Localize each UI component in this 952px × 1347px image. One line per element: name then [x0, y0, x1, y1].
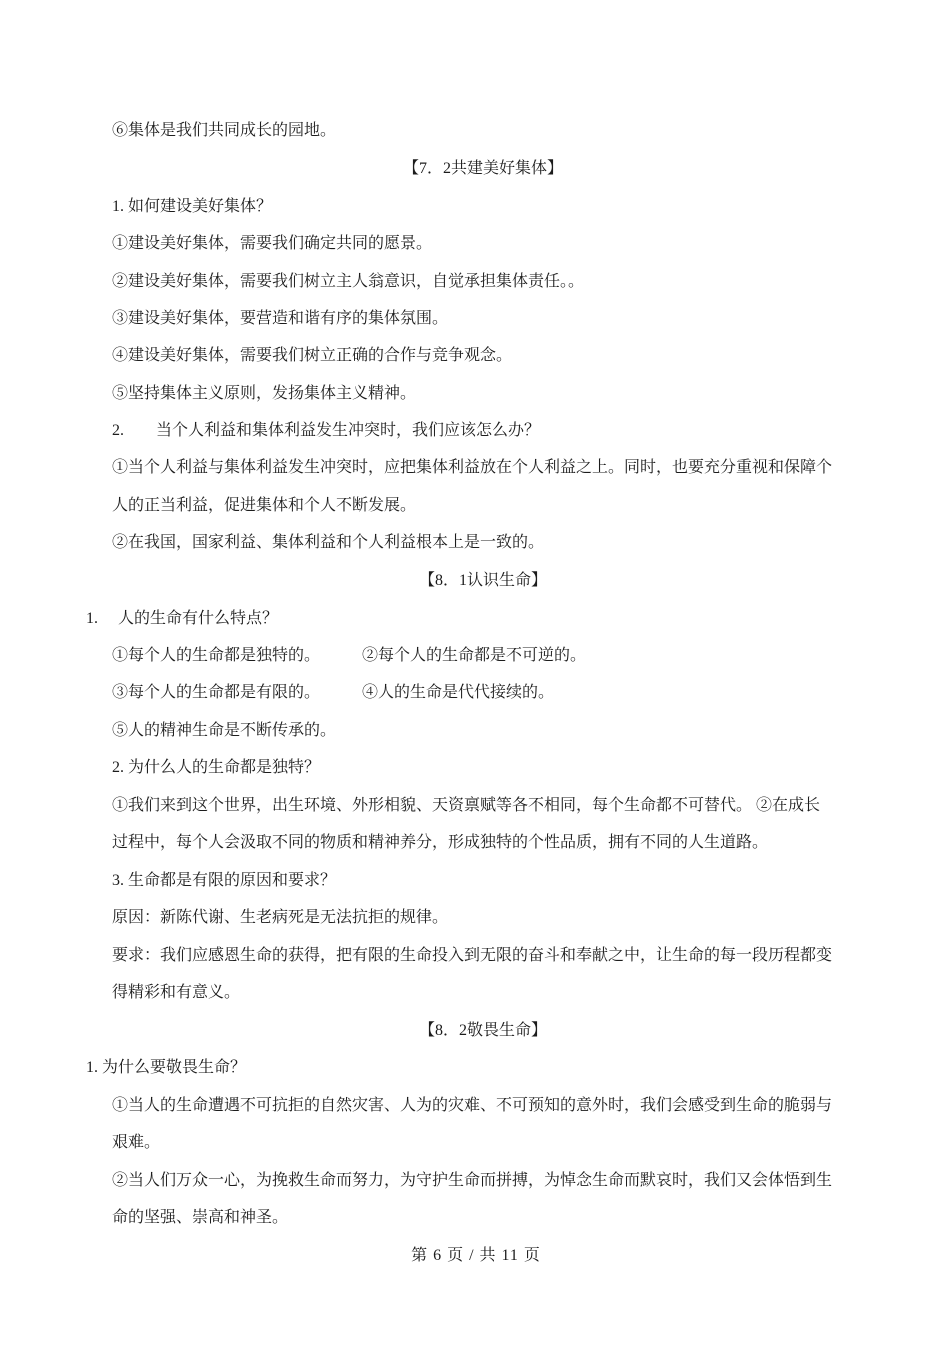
question: 1. 如何建设美好集体？: [112, 198, 273, 215]
paragraph-line: ①当人的生命遭遇不可抗拒的自然灾害、人为的灾难、不可预知的意外时，我们会感受到生命的脆弱与: [112, 1097, 833, 1114]
section-heading: 【7．2共建美好集体】: [402, 160, 563, 177]
paragraph-line: ④建设美好集体，需要我们树立正确的合作与竞争观念。: [112, 347, 513, 364]
paragraph-line: ⑤坚持集体主义原则，发扬集体主义精神。: [112, 385, 417, 402]
section-heading: 【8．1认识生命】: [418, 572, 547, 589]
paragraph-line: ①我们来到这个世界，出生环境、外形相貌、天资禀赋等各不相同，每个生命都不可替代。 ②在成长: [112, 797, 821, 814]
list-item: ②每个人的生命都是不可逆的。: [362, 647, 587, 664]
paragraph-line: 命的坚强、崇高和神圣。: [112, 1209, 289, 1226]
question: 2. 为什么人的生命都是独特？: [112, 759, 321, 776]
paragraph-line: 得精彩和有意义。: [112, 984, 241, 1001]
page-number-footer: 第 6 页 / 共 11 页: [411, 1247, 541, 1264]
paragraph-line: [112, 646, 586, 666]
question: 2. 当个人利益和集体利益发生冲突时，我们应该怎么办？: [112, 422, 541, 439]
list-item: ①每个人的生命都是独特的。: [112, 647, 321, 664]
paragraph-line: ⑤人的精神生命是不断传承的。: [112, 722, 337, 739]
paragraph-line: 人的正当利益，促进集体和个人不断发展。: [112, 497, 417, 514]
paragraph-line: 要求：我们应感恩生命的获得，把有限的生命投入到无限的奋斗和奉献之中，让生命的每一段历程都变: [112, 947, 833, 964]
paragraph-line: ③建设美好集体，要营造和谐有序的集体氛围。: [112, 310, 449, 327]
paragraph-line: ①当个人利益与集体利益发生冲突时，应把集体利益放在个人利益之上。同时，也要充分重视和保障个: [112, 459, 833, 476]
list-item: ④人的生命是代代接续的。: [362, 684, 555, 701]
question: 1. 为什么要敬畏生命？: [86, 1059, 247, 1076]
paragraph-line: ⑥集体是我们共同成长的园地。: [112, 122, 337, 139]
question: 3. 生命都是有限的原因和要求？: [112, 872, 337, 889]
paragraph-line: 艰难。: [112, 1134, 161, 1151]
paragraph-line: ②当人们万众一心，为挽救生命而努力，为守护生命而拼搏，为悼念生命而默哀时，我们又会体悟到生: [112, 1172, 833, 1189]
paragraph-line: ①建设美好集体，需要我们确定共同的愿景。: [112, 235, 433, 252]
paragraph-line: 原因：新陈代谢、生老病死是无法抗拒的规律。: [112, 909, 449, 926]
section-heading: 【8．2敬畏生命】: [418, 1022, 547, 1039]
paragraph-line: ②在我国，国家利益、集体利益和个人利益根本上是一致的。: [112, 534, 545, 551]
paragraph-line: [112, 683, 554, 703]
list-item: ③每个人的生命都是有限的。: [112, 684, 321, 701]
paragraph-line: 过程中，每个人会汲取不同的物质和精神养分，形成独特的个性品质，拥有不同的人生道路。: [112, 834, 769, 851]
paragraph-line: ②建设美好集体，需要我们树立主人翁意识，自觉承担集体责任。。: [112, 273, 585, 290]
question: 1. 人的生命有什么特点？: [86, 610, 279, 627]
